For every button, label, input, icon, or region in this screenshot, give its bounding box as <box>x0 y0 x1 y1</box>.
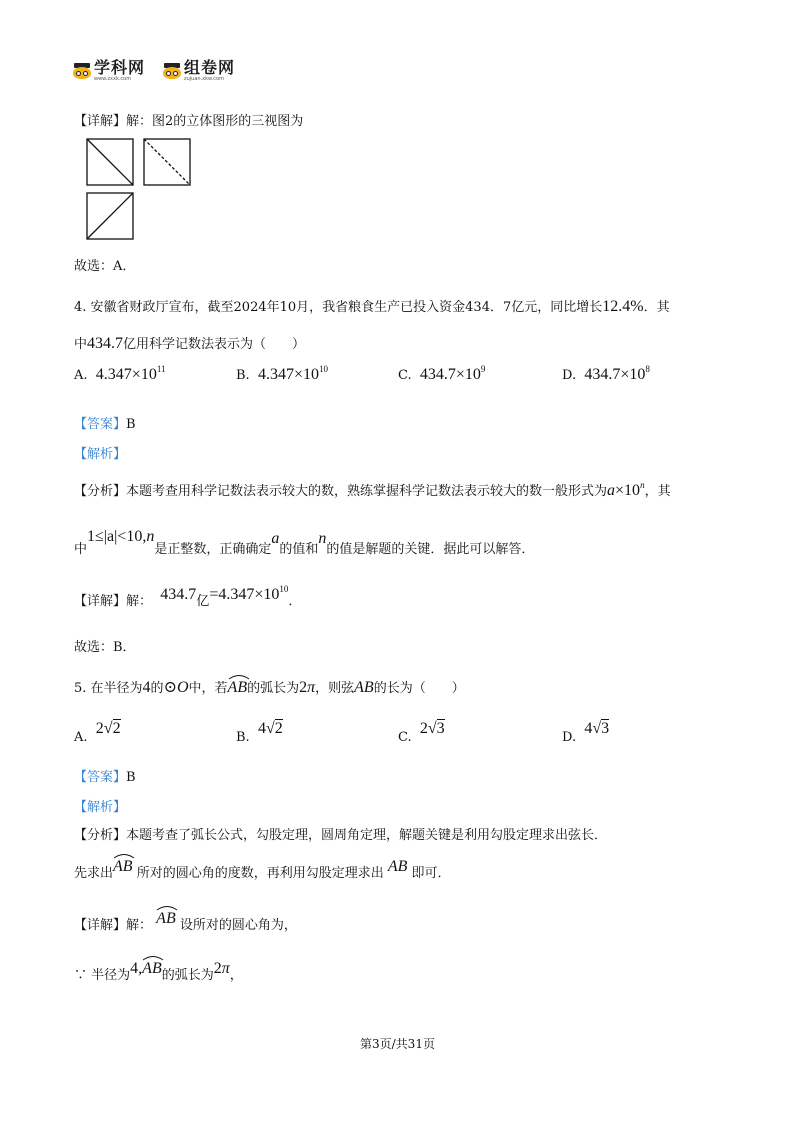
owl-logo-icon <box>72 63 92 79</box>
growth-percent: 12.4% <box>602 298 644 315</box>
q4-detail-line: 【详解】解： 434.7亿$=4.347\times 10^{10}$． <box>74 584 302 609</box>
answer-tag: 【答案】 <box>74 770 127 785</box>
q4-option-d: D. $434.7\times 10^8$ <box>562 364 650 383</box>
logo-url: zujuan.xkw.com <box>184 76 224 82</box>
q5-line2: 先求出 AB 所对的圆心角的度数，再利用勾股定理求出 AB 即可． <box>74 862 451 882</box>
q5-stem: 5. 在半径为4的⊙O中，若 AB的弧长为2π，则弦AB的长为（ ） <box>74 677 465 697</box>
owl-logo-icon <box>162 63 182 79</box>
q4-option-b: B. $4.347\times 10^{10}$ <box>236 364 328 383</box>
q5-option-d: D. 4√3 <box>562 720 610 745</box>
q4-option-c: C. $434.7\times 10^9$ <box>398 364 486 383</box>
q5-option-c: C. 2√3 <box>398 720 445 745</box>
three-views-figure <box>86 138 192 242</box>
q4-number: 434.7 <box>87 335 124 352</box>
q4-answer: 【答案】B <box>74 417 136 432</box>
q4-stem-line2: 中434.7亿用科学记数法表示为（ ） <box>74 335 306 352</box>
detail-text: 解：图2的立体图形的三视图为 <box>126 114 304 129</box>
q4-fenxi-line1: 【分析】本题考查用科学记数法表示较大的数，熟练掌握科学记数法表示较大的数一般形式为$a\times 10^n$，其 <box>74 480 671 499</box>
q3-choose: 故选：A． <box>74 259 136 274</box>
q5-since-line: ∵ 半径为4, AB的弧长为2π， <box>74 964 243 984</box>
q4-stem-line1: 4. 安徽省财政厅宣布，截至2024年10月，我省粮食生产已投入资金434．7亿元，同比增长12.4%．其 <box>74 298 670 315</box>
q3-detail-line <box>74 110 303 129</box>
q4-fenxi-line2: 中1≤|a|<10,n是正整数，正确确定a的值和n的值是解题的关键．据此可以解答． <box>74 528 535 557</box>
q4-choose: 故选：B． <box>74 640 136 655</box>
q4-analysis-tag: 【解析】 <box>74 447 127 462</box>
q5-answer: 【答案】B <box>74 770 136 785</box>
logo-xuekewang <box>72 60 145 82</box>
logo-url: www.zxxk.com <box>94 76 132 82</box>
q5-analysis-tag: 【解析】 <box>74 800 127 815</box>
logo-text: 学科网 <box>94 58 146 77</box>
q5-fenxi-line: 【分析】本题考查了弧长公式，勾股定理，圆周角定理，解题关键是利用勾股定理求出弦长． <box>74 828 608 843</box>
page-number: 第3页/共31页 <box>360 1037 435 1051</box>
q5-option-a: A. 2√2 <box>74 720 121 745</box>
answer-tag: 【答案】 <box>74 417 127 432</box>
arc-ab: AB <box>228 679 248 697</box>
q5-option-b: B. 4√2 <box>236 720 283 745</box>
logo-text: 组卷网 <box>184 58 236 77</box>
q4-option-a: A. $4.347\times 10^{11}$ <box>74 364 166 383</box>
logo-zujuanwang <box>162 60 235 82</box>
q5-detail-line: 【详解】解： AB 设所对的圆心角为， <box>74 914 297 934</box>
detail-tag: 【详解】 <box>74 114 127 129</box>
